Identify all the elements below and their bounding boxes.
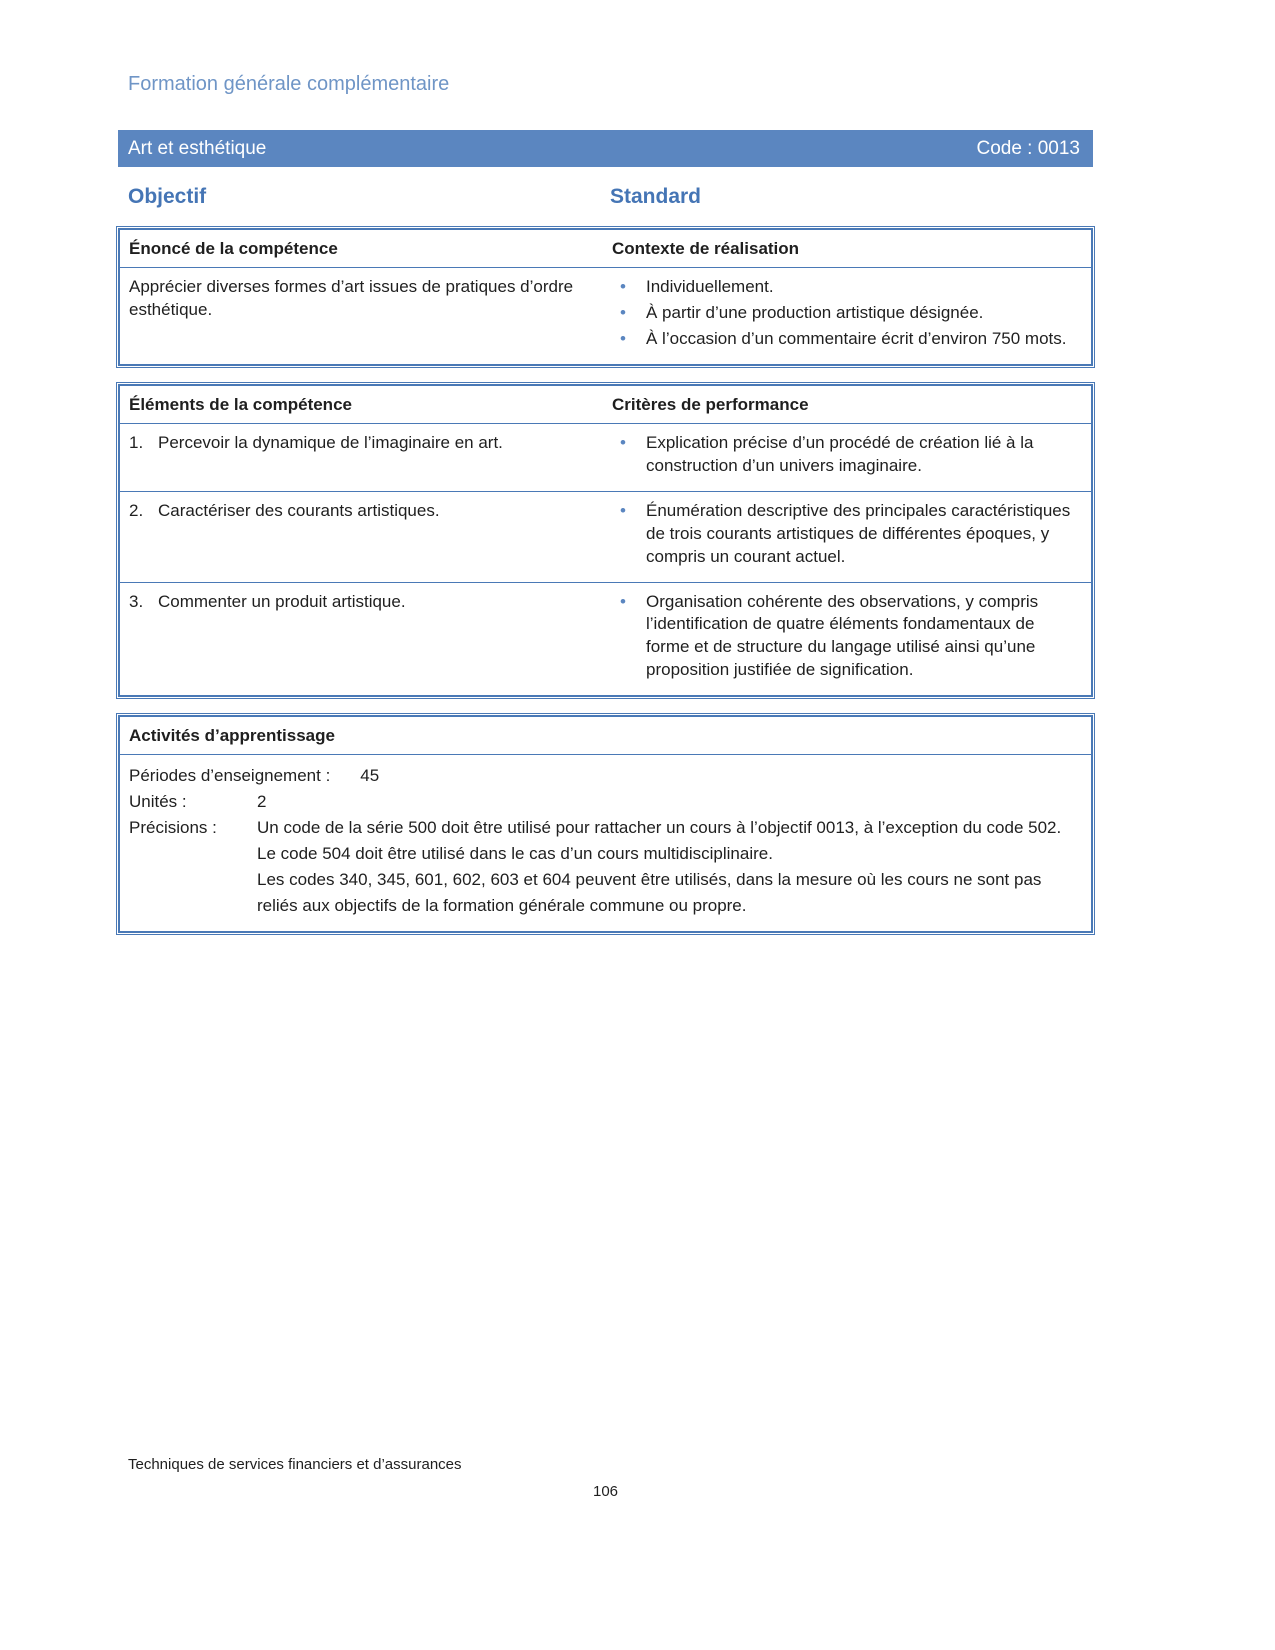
bullet-icon: • bbox=[620, 500, 626, 520]
contexte-bullets bbox=[612, 276, 1091, 354]
bullet-text: Énumération descriptive des principales caractéristiques de trois courants artistiques de différentes époques, y compris un courant actuel. bbox=[646, 500, 1071, 566]
bullet-icon: • bbox=[620, 302, 626, 322]
elements-table-header bbox=[120, 386, 1091, 424]
bullet-text: Explication précise d’un procédé de création lié à la construction d’un univers imaginaire. bbox=[646, 432, 1034, 475]
competence-table-header bbox=[120, 230, 1091, 268]
table-row bbox=[120, 491, 1091, 582]
activities-header: Activités d’apprentissage bbox=[120, 717, 1091, 755]
bullet-text: Organisation cohérente des observations, y compris l’identification de quatre éléments fondamentaux de forme et de structure du langage utilisé ainsi qu’une proposition justifiée de signification. bbox=[646, 591, 1039, 680]
course-code: Code : 0013 bbox=[976, 137, 1080, 159]
element-cell bbox=[120, 591, 612, 686]
element-text: Percevoir la dynamique de l’imaginaire en art. bbox=[158, 432, 503, 452]
objectif-title: Objectif bbox=[128, 185, 207, 208]
column-titles bbox=[118, 184, 1093, 210]
bullet-text: À partir d’une production artistique désignée. bbox=[646, 302, 984, 322]
element-number: 1. bbox=[129, 432, 144, 452]
standard-title: Standard bbox=[610, 185, 702, 208]
list-item bbox=[612, 276, 1081, 299]
section-heading: Formation générale complémentaire bbox=[128, 73, 450, 95]
bullet-icon: • bbox=[620, 328, 626, 348]
unites-value: 2 bbox=[257, 792, 267, 812]
criteria-cell bbox=[612, 500, 1091, 572]
periodes-value: 45 bbox=[360, 766, 380, 786]
periodes-row bbox=[129, 763, 1081, 789]
list-item bbox=[612, 432, 1081, 478]
page-footer bbox=[118, 1455, 1093, 1501]
activities-table bbox=[118, 715, 1093, 933]
list-item bbox=[612, 328, 1081, 351]
list-item bbox=[612, 500, 1081, 569]
bullet-icon: • bbox=[620, 432, 626, 452]
list-item bbox=[612, 591, 1081, 683]
bullet-icon: • bbox=[620, 277, 626, 296]
list-item bbox=[612, 302, 1081, 325]
element-cell bbox=[120, 432, 612, 481]
contexte-header: Contexte de réalisation bbox=[612, 239, 800, 258]
course-banner bbox=[118, 130, 1093, 167]
elements-header: Éléments de la compétence bbox=[129, 394, 352, 414]
page-content bbox=[118, 0, 1093, 951]
precisions-label: Précisions : bbox=[129, 818, 217, 838]
precisions-row bbox=[129, 815, 1081, 919]
bullet-text: À l’occasion d’un commentaire écrit d’environ 750 mots. bbox=[646, 328, 1067, 348]
competence-table-body bbox=[120, 268, 1091, 364]
page-number: 106 bbox=[592, 1483, 619, 1500]
unites-label: Unités : bbox=[129, 792, 187, 812]
precisions-text bbox=[257, 815, 1081, 919]
elements-table bbox=[118, 384, 1093, 697]
competence-statement: Apprécier diverses formes d’art issues de pratiques d’ordre esthétique. bbox=[129, 277, 574, 319]
table-row bbox=[120, 424, 1091, 491]
unites-row bbox=[129, 789, 1081, 815]
competence-table bbox=[118, 228, 1093, 366]
element-number: 2. bbox=[129, 500, 144, 520]
table-row bbox=[120, 582, 1091, 696]
footer-program-name: Techniques de services financiers et d’assurances bbox=[128, 1456, 462, 1473]
bullet-text: Individuellement. bbox=[646, 277, 774, 296]
course-title: Art et esthétique bbox=[128, 137, 267, 159]
element-text: Commenter un produit artistique. bbox=[158, 591, 406, 611]
element-cell bbox=[120, 500, 612, 572]
element-text: Caractériser des courants artistiques. bbox=[158, 500, 440, 520]
precisions-line: Le code 504 doit être utilisé dans le cas d’un cours multidisciplinaire. bbox=[257, 844, 773, 864]
criteria-cell bbox=[612, 591, 1091, 686]
element-number: 3. bbox=[129, 591, 144, 611]
criteria-cell bbox=[612, 432, 1091, 481]
criteres-header: Critères de performance bbox=[612, 394, 809, 414]
enonce-header: Énoncé de la compétence bbox=[129, 239, 338, 258]
activities-body bbox=[120, 755, 1091, 931]
precisions-line: Les codes 340, 345, 601, 602, 603 et 604 peuvent être utilisés, dans la mesure où les cours ne sont pas reliés aux objectifs de la formation générale commune ou propre. bbox=[257, 870, 1042, 916]
precisions-line: Un code de la série 500 doit être utilisé pour rattacher un cours à l’objectif 0013, à l’exception du code 502. bbox=[257, 818, 1062, 838]
periodes-label: Périodes d’enseignement : bbox=[129, 766, 331, 786]
bullet-icon: • bbox=[620, 591, 626, 611]
